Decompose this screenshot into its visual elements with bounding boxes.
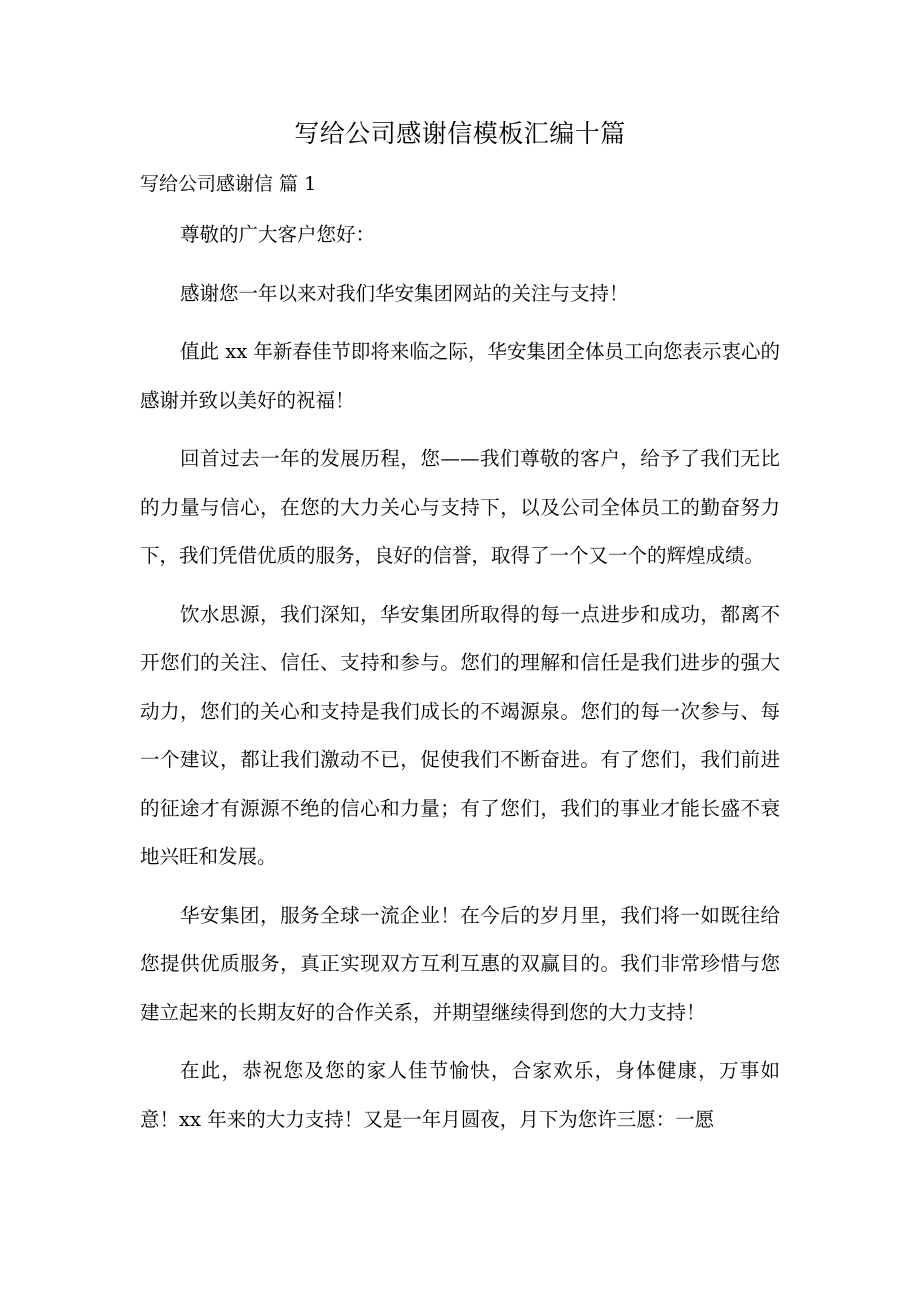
body-paragraph: 感谢您一年以来对我们华安集团网站的关注与支持！ <box>180 281 629 305</box>
letter-body <box>140 211 780 1154</box>
body-paragraph: 在此，恭祝您及您的家人佳节愉快，合家欢乐，身体健康，万事如意！xx 年来的大力支持！又是一年月圆夜，月下为您许三愿：一愿 <box>140 1059 780 1131</box>
salutation-paragraph: 尊敬的广大客户您好： <box>180 223 376 246</box>
section-heading: 写给公司感谢信 篇 1 <box>140 173 317 195</box>
body-paragraph: 华安集团，服务全球一流企业！在今后的岁月里，我们将一如既往给您提供优质服务，真正实现双方互利互惠的双赢目的。我们非常珍惜与您建立起来的长期友好的合作关系，并期望继续得到您的大力支持！ <box>140 903 780 1024</box>
document-title: 写给公司感谢信模板汇编十篇 <box>294 119 626 148</box>
body-paragraph: 饮水思源，我们深知，华安集团所取得的每一点进步和成功，都离不开您们的关注、信任、支持和参与。您们的理解和信任是我们进步的强大动力，您们的关心和支持是我们成长的不竭源泉。您们的每一次参与、每一个建议，都让我们激动不已，促使我们不断奋进。有了您们，我们前进的征途才有源源不绝的信心和力量；有了您们，我们的事业才能长盛不衰地兴旺和发展。 <box>140 602 780 868</box>
body-paragraph: 回首过去一年的发展历程，您——我们尊敬的客户，给予了我们无比的力量与信心，在您的大力关心与支持下，以及公司全体员工的勤奋努力下，我们凭借优质的服务，良好的信誉，取得了一个又一个的辉煌成绩。 <box>140 447 780 567</box>
body-paragraph: 值此 xx 年新春佳节即将来临之际，华安集团全体员工向您表示衷心的感谢并致以美好的祝福！ <box>140 340 780 412</box>
